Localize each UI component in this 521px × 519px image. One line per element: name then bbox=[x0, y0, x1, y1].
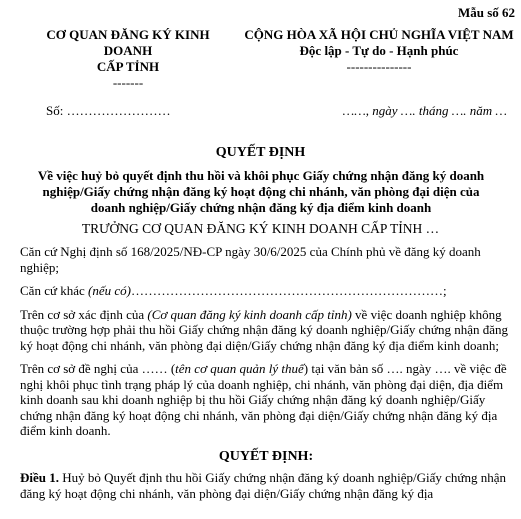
p2-italic: (nếu có) bbox=[88, 283, 131, 298]
document-title: QUYẾT ĐỊNH bbox=[215, 145, 306, 160]
article-1-text: Huỷ bỏ Quyết định thu hồi Giấy chứng nhận đăng ký doanh nghiệp/Giấy chứng nhận đăng ký hoạt động chi nhánh, văn phòng đại diện/Giấy chứng nhận đăng ký địa bbox=[20, 470, 506, 501]
form-number: Mẫu số 62 bbox=[457, 5, 515, 20]
motto-divider: --------------- bbox=[346, 59, 412, 74]
article-1-label: Điều 1. bbox=[20, 470, 59, 485]
paragraph-other-basis bbox=[20, 283, 512, 299]
subject-line-1: Về việc huỷ bỏ quyết định thu hồi và khôi phục Giấy chứng nhận đăng ký doanh bbox=[37, 168, 485, 183]
p4-italic: tên cơ quan quản lý thuế bbox=[175, 361, 304, 376]
paragraph-determination bbox=[20, 307, 512, 354]
agency-line-3: CẤP TỈNH bbox=[96, 59, 160, 74]
p3-text-b: về việc doanh nghiệp không thuộc trường hợp phải thu hồi Giấy chứng nhận đăng ký doanh nghiệp/Giấy chứng nhận đăng ký hoạt động chi nhánh, văn phòng đại diện/Giấy chứng nhận đăng ký địa điểm kinh doanh; bbox=[20, 306, 508, 353]
p3-text-a: Trên cơ sở xác định của bbox=[20, 306, 148, 322]
article-1 bbox=[20, 470, 512, 501]
national-header bbox=[242, 27, 516, 75]
p3-italic: (Cơ quan đăng ký kinh doanh cấp tỉnh) bbox=[147, 306, 352, 322]
p2-dots: ………………………………………………………………; bbox=[131, 283, 447, 298]
subject-line-2: nghiệp/Giấy chứng nhận đăng ký hoạt động chi nhánh, văn phòng đại diện của bbox=[42, 184, 480, 199]
decision-heading: QUYẾT ĐỊNH: bbox=[218, 448, 314, 464]
agency-divider: ------- bbox=[112, 75, 144, 90]
agency-line-2: DOANH bbox=[103, 43, 153, 58]
authority-line: TRƯỞNG CƠ QUAN ĐĂNG KÝ KINH DOANH CẤP TỈNH … bbox=[81, 221, 440, 236]
subject-line-3: doanh nghiệp/Giấy chứng nhận đăng ký địa điểm kinh doanh bbox=[90, 200, 432, 215]
p4-text-b: ) tại văn bản số …. ngày …. về việc đề nghị khôi phục tình trạng pháp lý của doanh nghiệp, chi nhánh, văn phòng đại diện, địa điểm kinh doanh sau khi doanh nghiệp bị thu hồi Giấy chứng nhận đăng ký doanh nghiệp/Giấy chứng nhận đăng ký hoạt động chi nhánh, văn phòng đại diện/Giấy chứng nhận đăng ký địa điểm kinh doanh. bbox=[20, 361, 507, 438]
p2-text: Căn cứ khác bbox=[20, 283, 89, 298]
country-name: CỘNG HÒA XÃ HỘI CHỦ NGHĨA VIỆT NAM bbox=[244, 27, 514, 42]
agency-line-1: CƠ QUAN ĐĂNG KÝ KINH bbox=[46, 27, 210, 42]
document-subject bbox=[22, 168, 500, 216]
p4-text-a: Trên cơ sở đề nghị của …… ( bbox=[20, 361, 176, 376]
paragraph-legal-basis: Căn cứ Nghị định số 168/2025/NĐ-CP ngày 30/6/2025 của Chính phủ về đăng ký doanh nghiệp; bbox=[20, 244, 481, 275]
document-date: ……, ngày …. tháng …. năm … bbox=[342, 103, 507, 118]
document-body bbox=[20, 244, 512, 509]
issuing-agency-header bbox=[8, 27, 248, 91]
national-motto: Độc lập - Tự do - Hạnh phúc bbox=[299, 43, 459, 58]
document-number: Số: …………………… bbox=[46, 103, 171, 118]
paragraph-proposal bbox=[20, 361, 512, 439]
